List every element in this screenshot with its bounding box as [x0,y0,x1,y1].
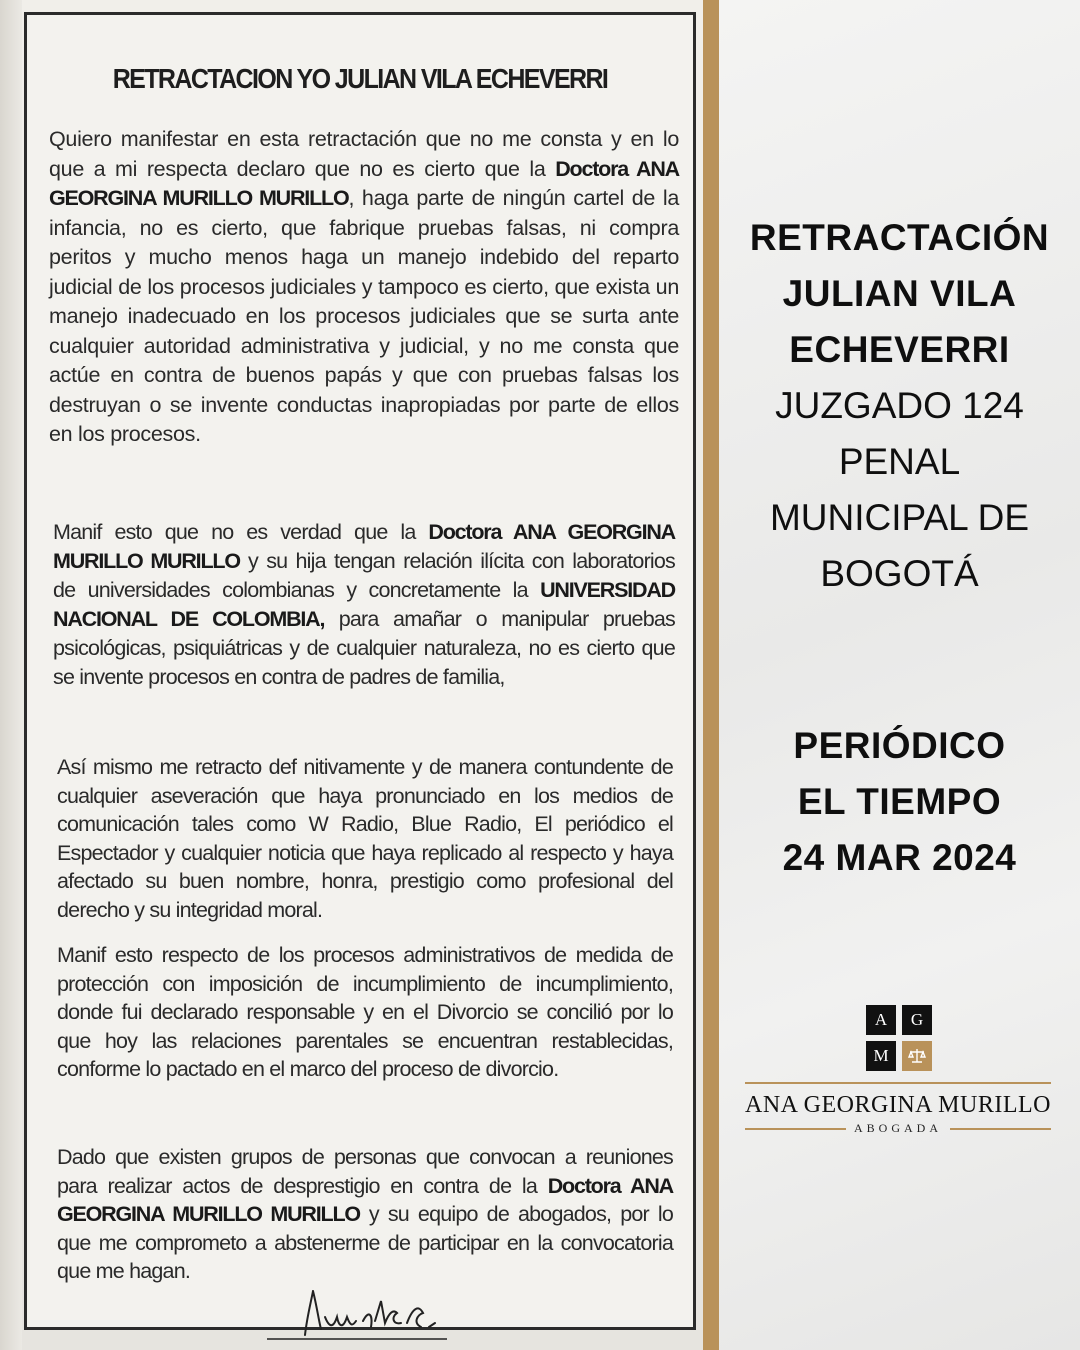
publication-date: 24 MAR 2024 [782,837,1017,878]
title-panel [719,0,1080,1350]
publication-info [719,718,1080,886]
retraction-notice [24,12,696,1330]
brand-subtitle-row [745,1121,1051,1136]
notice-paragraph-5 [57,1143,673,1286]
divider-line [950,1128,1051,1130]
headline-line: RETRACTACIÓN [749,217,1050,258]
handwritten-signature [247,1277,467,1347]
name-emphasis: Doctora ANA GEORGINA MURILLO MURILLO [49,156,680,210]
text: , haga parte de ningún cartel de la infancia, no es cierto, que fabrique pruebas falsas, ni compra peritos y mucho menos haga un manejo indebido del reparto judicial de los procesos judiciales y tampoco es cierto, que exista un manejo inadecuado en los procesos judiciales que se surta ante cualquier autoridad administrativa y judicial, y no me consta que actúe en contra de buenos papás y que con pruebas falsas los destruyan o se invente conductas inapropiadas por parte de ellos en los procesos. [49,186,679,446]
text: y su equipo de abogados, por lo que me comprometo a abstenerme de participar en la convocatoria que me hagan. [57,1202,673,1283]
text: para amañar o manipular pruebas psicológicas, psiquiátricas y de cualquier naturaleza, no es cierto que se invente procesos en contra de padres de familia, [53,607,675,689]
gold-divider [703,0,719,1350]
brand-subtitle: ABOGADA [854,1121,942,1135]
logo-letter: M [866,1041,896,1071]
divider-line [745,1128,846,1130]
university-emphasis: UNIVERSIDAD NACIONAL DE COLOMBIA, [53,578,675,631]
notice-paragraph-4: Manif esto respecto de los procesos administrativos de medida de protección con imposición de incumplimiento de incumplimiento, donde fui declarado responsable y en el Divorcio se concilió por lo que hoy las relaciones parentales se encuentran restablecidas, conforme lo pactado en el marco del proceso de divorcio. [57,943,673,1081]
publication-line: PERIÓDICO [793,725,1006,766]
notice-paragraph-1 [49,125,679,450]
court-line: BOGOTÁ [820,553,979,594]
headline-line: JULIAN VILA [782,273,1017,314]
brand-block [745,1082,1051,1136]
text: y su hija tengan relación ilícita con laboratorios de universidades colombianas y concretamente la [53,549,676,602]
notice-paragraph-2 [53,518,675,692]
name-emphasis: Doctora ANA GEORGINA MURILLO MURILLO [57,1173,673,1226]
logo-letter: G [902,1005,932,1035]
brand-name: ANA GEORGINA MURILLO [745,1092,1051,1118]
agm-logo [866,1005,932,1071]
text: Manif esto que no es verdad que la [53,520,429,544]
court-line: JUZGADO 124 [775,385,1024,426]
court-line: PENAL [838,441,961,482]
notice-paragraph-3: Así mismo me retracto def nitivamente y de manera contundente de cualquier aseveración que haya pronunciado en los medios de comunicación tales como W Radio, Blue Radio, El periódico el Espectador y cualquier noticia que haya replicado al respecto y haya afectado su buen nombre, honra, prestigio como profesional del derecho y su integridad moral. [57,755,673,922]
logo-letter: A [866,1005,896,1035]
name-emphasis: Doctora ANA GEORGINA MURILLO MURILLO [53,520,676,573]
headline-line: ECHEVERRI [789,329,1010,370]
text: Dado que existen grupos de personas que convocan a reuniones para realizar actos de desprestigio en contra de la [57,1145,673,1198]
scales-of-justice-icon [902,1041,932,1071]
headline [719,210,1080,602]
notice-title: RETRACTACION YO JULIAN VILA ECHEVERRI [112,63,608,95]
court-line: MUNICIPAL DE [769,497,1030,538]
text: Quiero manifestar en esta retractación que no me consta y en lo que a mi respecta declaro que no es cierto que la [49,127,679,181]
publication-line: EL TIEMPO [797,781,1002,822]
